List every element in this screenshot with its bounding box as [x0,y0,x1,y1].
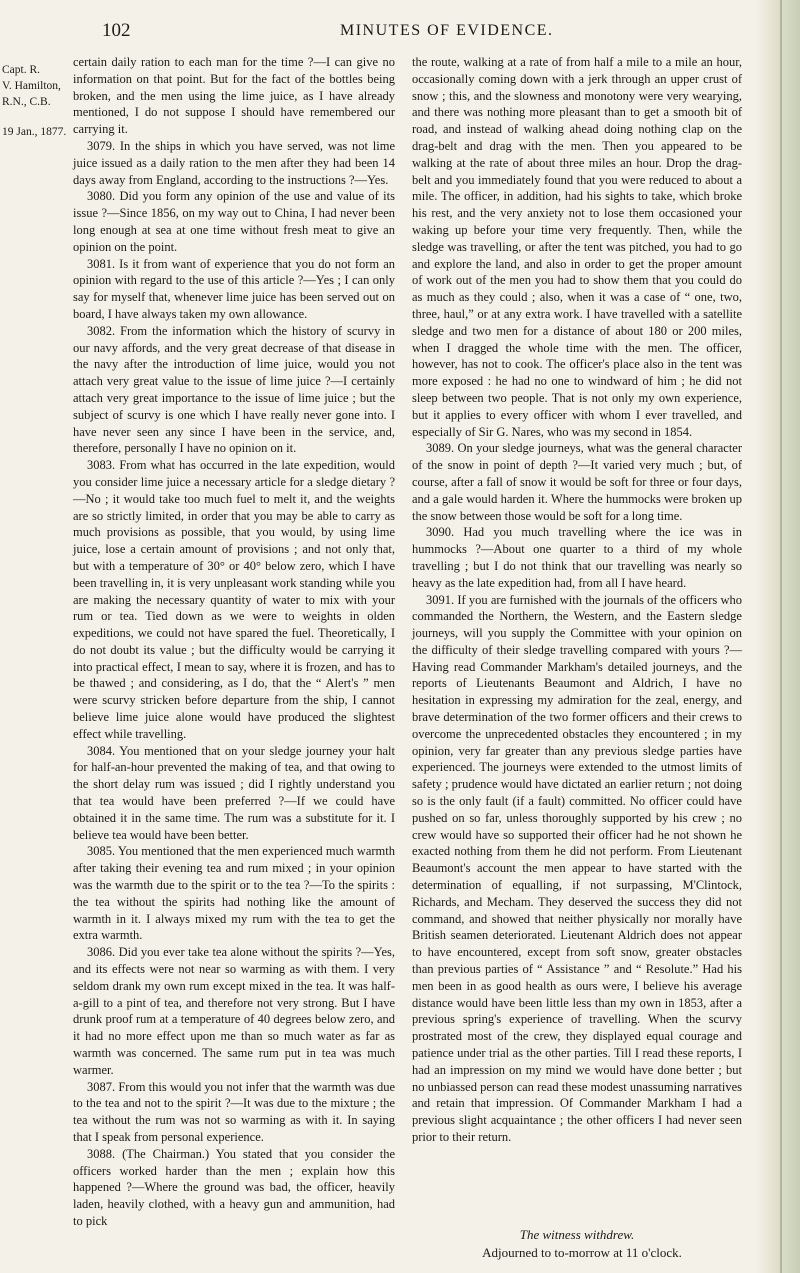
margin-witness: Capt. R. [2,64,41,76]
margin-note [2,62,70,140]
page-edge-shadow [756,0,800,1273]
left-column [73,54,395,1230]
paragraph: 3086. Did you ever take tea alone without the spirits ?—Yes, and its effects were not near so warming as with them. I very seldom drank my own rum except mixed in the tea. It was half-a-gill to a pint of tea, and therefore not very strong. But I have drunk proof rum at a temperature of 40 degrees below zero, and it had no more effect upon me than so much water as far as warmth was concerned. The same rum put in tea was much warmer. [73,945,395,1077]
footer [412,1226,742,1262]
paragraph: 3090. Had you much travelling where the ice was in hummocks ?—About one quarter to a third of my whole travelling ; but I do not think that our travelling was nearly so heavy as the late expedition had, from all I have heard. [412,525,742,590]
paragraph: 3081. Is it from want of experience that you do not form an opinion with regard to the use of this article ?—Yes ; I can only say for myself that, whenever lime juice has been served out on board, I have always taken my own allowance. [73,256,395,321]
paragraph: 3091. If you are furnished with the journals of the officers who commanded the Northern, the Western, and the Eastern sledge journeys, will you supply the Committee with your opinion on the difficulty of their sledge travelling compared with yours ?—Having read Commander Markham's detailed journeys, and the reports of Lieutenants Beaumont and Aldrich, I have no hesitation in expressing my admiration for the zeal, energy, and brave determination of the two former officers and their crews to overcome the unprecedented obstacles they encountered ; in my opinion, very far greater than any previous sledge parties have experienced. The journeys were extended to the utmost limits of safety ; prudence would have dictated an earlier return ; not doing so is the only fault (if a fault) committed. No officer could have pushed on so far, unless thoroughly supported by his crew ; no crew would have so supported their officer had he not shown he exacted nothing from them he did not perform. From Lieutenant Beaumont's account the men appear to have started with the determination of equalling, if not surpassing, M'Clintock, Richards, and Mecham. They deserved the success they did not command, and showed that neither physically nor morally have British seamen deteriorated. Lieutenant Aldrich does not appear to have encountered, except from soft snow, greater obstacles than previous parties of “ Assistance ” and “ Resolute.” Had his men been in as good health as ours were, I believe his average distance would have been little less than my own in 1853, after a previous spring's experience of travelling. When the scurvy prostrated most of the crew, they displayed equal courage and patience under trial as the other parties. Till I read these reports, I had an impression on my mind we would have done better ; but no unbiassed person can read these modest unassuming narratives and retain that impression. Of Commander Markham I had a previous slight acquaintance ; the other officers I had never seen prior to their return. [412,592,742,1144]
paragraph: 3087. From this would you not infer that the warmth was due to the tea and not to the spirit ?—It was due to the mixture ; the tea without the rum was not so warming as with it. In saying that I speak from personal experience. [73,1079,395,1144]
witness-withdrew: The witness withdrew. [519,1227,635,1242]
margin-witness-name: V. Hamilton, [2,80,61,92]
margin-date: 19 Jan., 1877. [2,126,67,138]
paragraph: 3084. You mentioned that on your sledge journey your halt for half-an-hour prevented the making of tea, and that owing to the short delay rum was issued ; did I rightly understand you that tea would have been preferred ?—If we could have obtained it in the same time. The rum was a substitute for it. I believe tea would have been better. [73,743,395,842]
paragraph: certain daily ration to each man for the time ?—I can give no information on that point. But for the fact of the bottles being broken, and the men using the lime juice, as I have already mentioned, I do not suppose I should have remembered our carrying it. [73,55,395,137]
paragraph: 3083. From what has occurred in the late expedition, would you consider lime juice a necessary article for a sledge dietary ?—No ; it would take too much fuel to melt it, and the weights are so strictly limited, in order that you may be able to carry as much provisions as possible, that you would, by using lime juice, lose a certain amount of provisions ; and not only that, but with a temperature of 30° or 40° below zero, which I have been travelling in, it is very unpleasant work standing while you are making the necessary quantity of water to mix with your rum or tea. Tied down as we were to weights in olden expeditions, we could not have spared the fuel. Theoretically, I do not doubt its value ; but the difficulty would be carrying it into practical effect, I mean to say, where it is frozen, and has to be thawed ; and considering, as I do, that the “ Alert's ” men were scurvy stricken before departure from the ship, I cannot believe lime juice alone would have produced the slightest effect while travelling. [73,458,395,741]
margin-rank: R.N., C.B. [2,96,51,108]
page-number: 102 [102,20,131,41]
paragraph: the route, walking at a rate of from half a mile to a mile an hour, occasionally coming down with a jerk through an upper crust of snow ; this, and the slowness and monotony were very wearying, and there was nothing more pleasant than to get a smooth bit of road, and instead of walking ahead doing nothing clap on the drag-belt and drag with the men. Then you appeared to be walking at the rate of about three miles an hour. Drop the drag-belt and you immediately found that you were reduced to about a mile. The officer, in addition, had his sights to take, which broke his rest, and the very anxiety not to lose them occasioned your waking up before your time very frequently. Then, while the sledge was travelling, or after the tent was pitched, you had to go and explore the land, and also in order to get the proper amount of work out of the men you had to show them that you could do as much as they could ; also, when it was a case of “ one, two, three, haul,” or at any extra work. I have travelled with a satellite sledge and two men for a distance of about 180 or 200 miles, when I dragged the whole time with the men. The officer, however, has not to cook. The officer's place also in the tent was more exposed : he had no one to windward of him ; he did not sleep between two people. That is not only my own experience, but it applies to every officer with whom I ever travelled, and especially of Sir G. Nares, who was my second in 1854. [412,55,742,439]
paragraph: 3082. From the information which the history of scurvy in our navy affords, and the very great decrease of that disease in the navy after the introduction of lime juice, would you not attach very great value to the issue of lime juice ?—I certainly attach very great importance to the issue of lime juice ; but the subject of scurvy is one which I have really never gone into. I have never seen any since I have been in the service, and, therefore, personally I have no opinion on it. [73,323,395,456]
adjourned-note: Adjourned to to-morrow at 11 o'clock. [482,1245,682,1260]
page-title: MINUTES OF EVIDENCE. [340,22,554,39]
paragraph: 3088. (The Chairman.) You stated that you consider the officers worked harder than the men ; explain how this happened ?—Where the ground was bad, the officer, heavily laden, heavily clothed, with a heavy gun and ammunition, had to pick [73,1146,395,1228]
binding-edge [780,0,782,1273]
paragraph: 3089. On your sledge journeys, what was the general character of the snow in point of depth ?—It varied very much ; but, of course, after a fall of snow it would be soft for three or four days, and a gale would harden it. Where the hummocks were broken up the snow between those would be soft for a long time. [412,441,742,523]
paragraph: 3080. Did you form any opinion of the use and value of its issue ?—Since 1856, on my way out to China, I had never been long enough at sea at one time without fresh meat to give an opinion on the point. [73,189,395,254]
page-header [0,20,800,44]
paragraph: 3085. You mentioned that the men experienced much warmth after taking their evening tea and rum mixed ; in your opinion was the warmth due to the spirit or to the tea ?—To the spirits : the tea without the spirits had nothing like the amount of warmth in it. I always mixed my rum with the tea to get the extra warmth. [73,844,395,943]
paragraph: 3079. In the ships in which you have served, was not lime juice issued as a daily ration to the men after they had been 14 days away from England, according to the instructions ?—Yes. [73,138,395,187]
right-column [412,54,742,1146]
